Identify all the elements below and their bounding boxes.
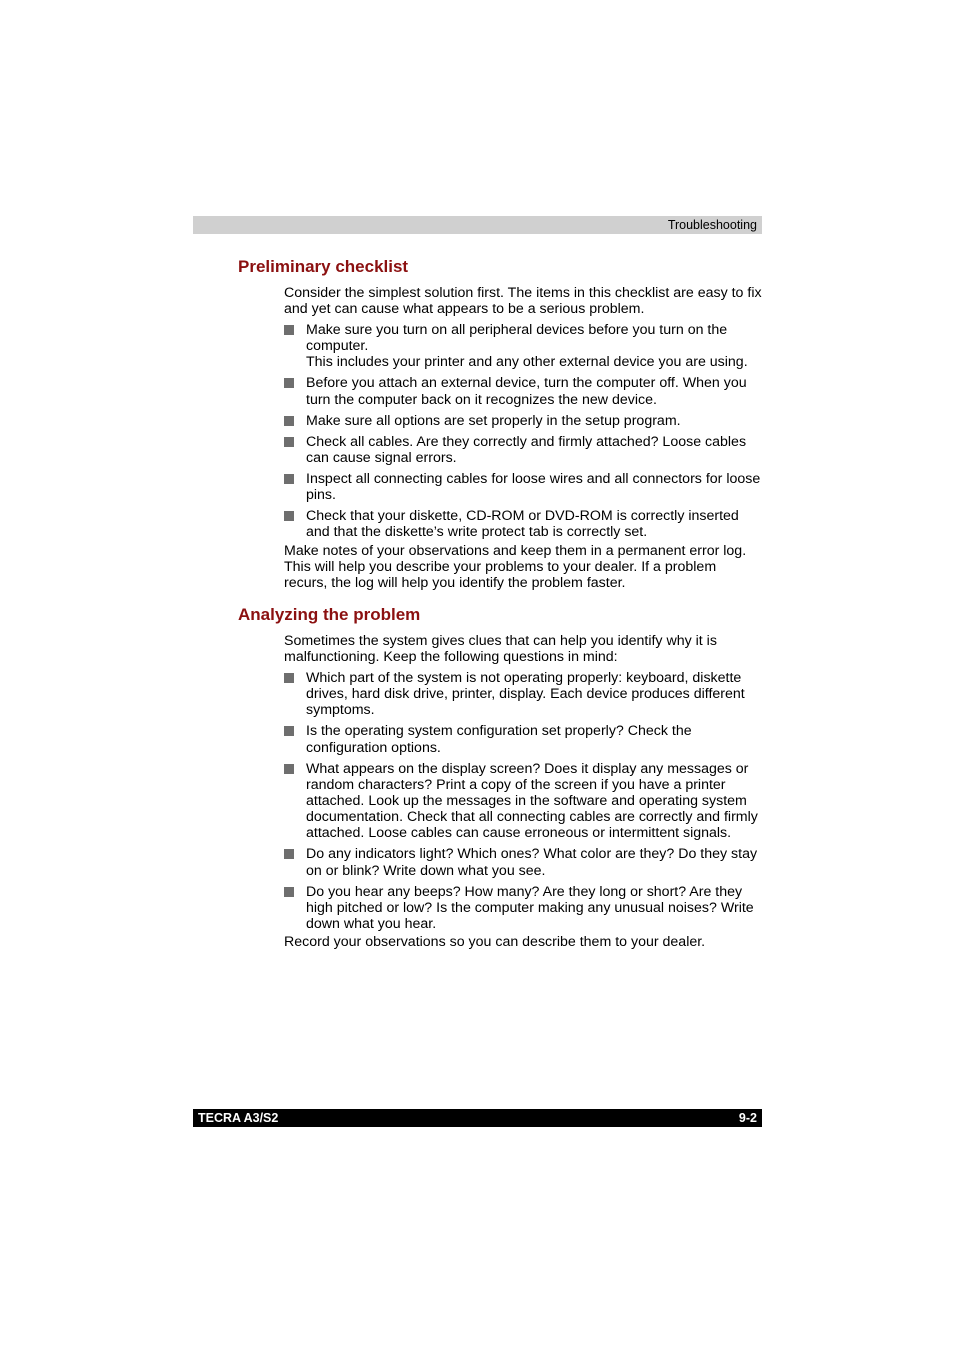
preliminary-checklist-heading: Preliminary checklist: [238, 257, 409, 276]
list-item: [284, 723, 762, 755]
square-bullet-icon: [284, 511, 294, 521]
list-item-text: Which part of the system is not operating properly: keyboard, diskette drives, hard disk drive, printer, display. Each device produces different symptoms.: [306, 670, 745, 719]
analyzing-outro: Record your observations so you can describe them to your dealer.: [284, 934, 706, 950]
list-item-text: What appears on the display screen? Does it display any messages or random characters? Print a copy of the screen if you have a printer attached. Look up the messages in the software and operating system documentation. Check that all connecting cables are correctly and firmly attached. Loose cables can cause erroneous or intermittent signals.: [306, 760, 758, 842]
list-item: [284, 322, 762, 371]
square-bullet-icon: [284, 416, 294, 426]
list-item: [284, 508, 762, 540]
preliminary-intro: Consider the simplest solution first. The items in this checklist are easy to fix and yet can cause what appears to be a serious problem.: [284, 285, 762, 318]
list-item-text: Is the operating system configuration set properly? Check the configuration options.: [306, 723, 692, 756]
page-header-bar: [193, 216, 762, 234]
list-item-text: Check all cables. Are they correctly and firmly attached? Loose cables can cause signal errors.: [306, 433, 747, 466]
list-item: [284, 434, 762, 466]
analyzing-intro: Sometimes the system gives clues that can help you identify why it is malfunctioning. Keep the following questions in mind:: [284, 633, 717, 666]
list-item: [284, 846, 762, 878]
list-item-text: Do any indicators light? Which ones? What color are they? Do they stay on or blink? Write down what you see.: [306, 846, 758, 879]
footer-model-name: TECRA A3/S2: [198, 1111, 279, 1125]
page-footer-bar: [193, 1109, 762, 1127]
square-bullet-icon: [284, 764, 294, 774]
list-item: [284, 670, 762, 719]
list-item-text: Make sure all options are set properly in the setup program.: [306, 412, 681, 429]
square-bullet-icon: [284, 325, 294, 335]
preliminary-outro: Make notes of your observations and keep them in a permanent error log. This will help you describe your problems to your dealer. If a problem recurs, the log will help you identify the problem faster.: [284, 543, 747, 592]
list-item: [284, 884, 762, 933]
square-bullet-icon: [284, 849, 294, 859]
list-item-text: Inspect all connecting cables for loose wires and all connectors for loose pins.: [306, 470, 761, 504]
square-bullet-icon: [284, 474, 294, 484]
list-item: [284, 413, 762, 429]
square-bullet-icon: [284, 378, 294, 388]
list-item: [284, 375, 762, 407]
preliminary-checklist: [284, 322, 762, 545]
header-section-label: Troubleshooting: [667, 218, 757, 232]
analyzing-questions-list: [284, 670, 762, 937]
square-bullet-icon: [284, 673, 294, 683]
list-item: [284, 761, 762, 842]
list-item-text: Do you hear any beeps? How many? Are they long or short? Are they high pitched or low? Is the computer making any unusual noises? Write down what you hear.: [306, 883, 754, 933]
square-bullet-icon: [284, 726, 294, 736]
square-bullet-icon: [284, 887, 294, 897]
footer-page-number: 9-2: [738, 1111, 757, 1125]
list-item-text: Before you attach an external device, turn the computer off. When you turn the computer back on it recognizes the new device.: [306, 375, 747, 408]
analyzing-problem-heading: Analyzing the problem: [238, 605, 421, 624]
list-item: [284, 471, 762, 503]
list-item-text: Check that your diskette, CD-ROM or DVD-ROM is correctly inserted and that the diskette’s write protect tab is correctly set.: [306, 508, 739, 541]
square-bullet-icon: [284, 437, 294, 447]
list-item-text: Make sure you turn on all peripheral devices before you turn on the computer.: [306, 322, 728, 355]
list-item-note: This includes your printer and any other external device you are using.: [306, 354, 748, 371]
